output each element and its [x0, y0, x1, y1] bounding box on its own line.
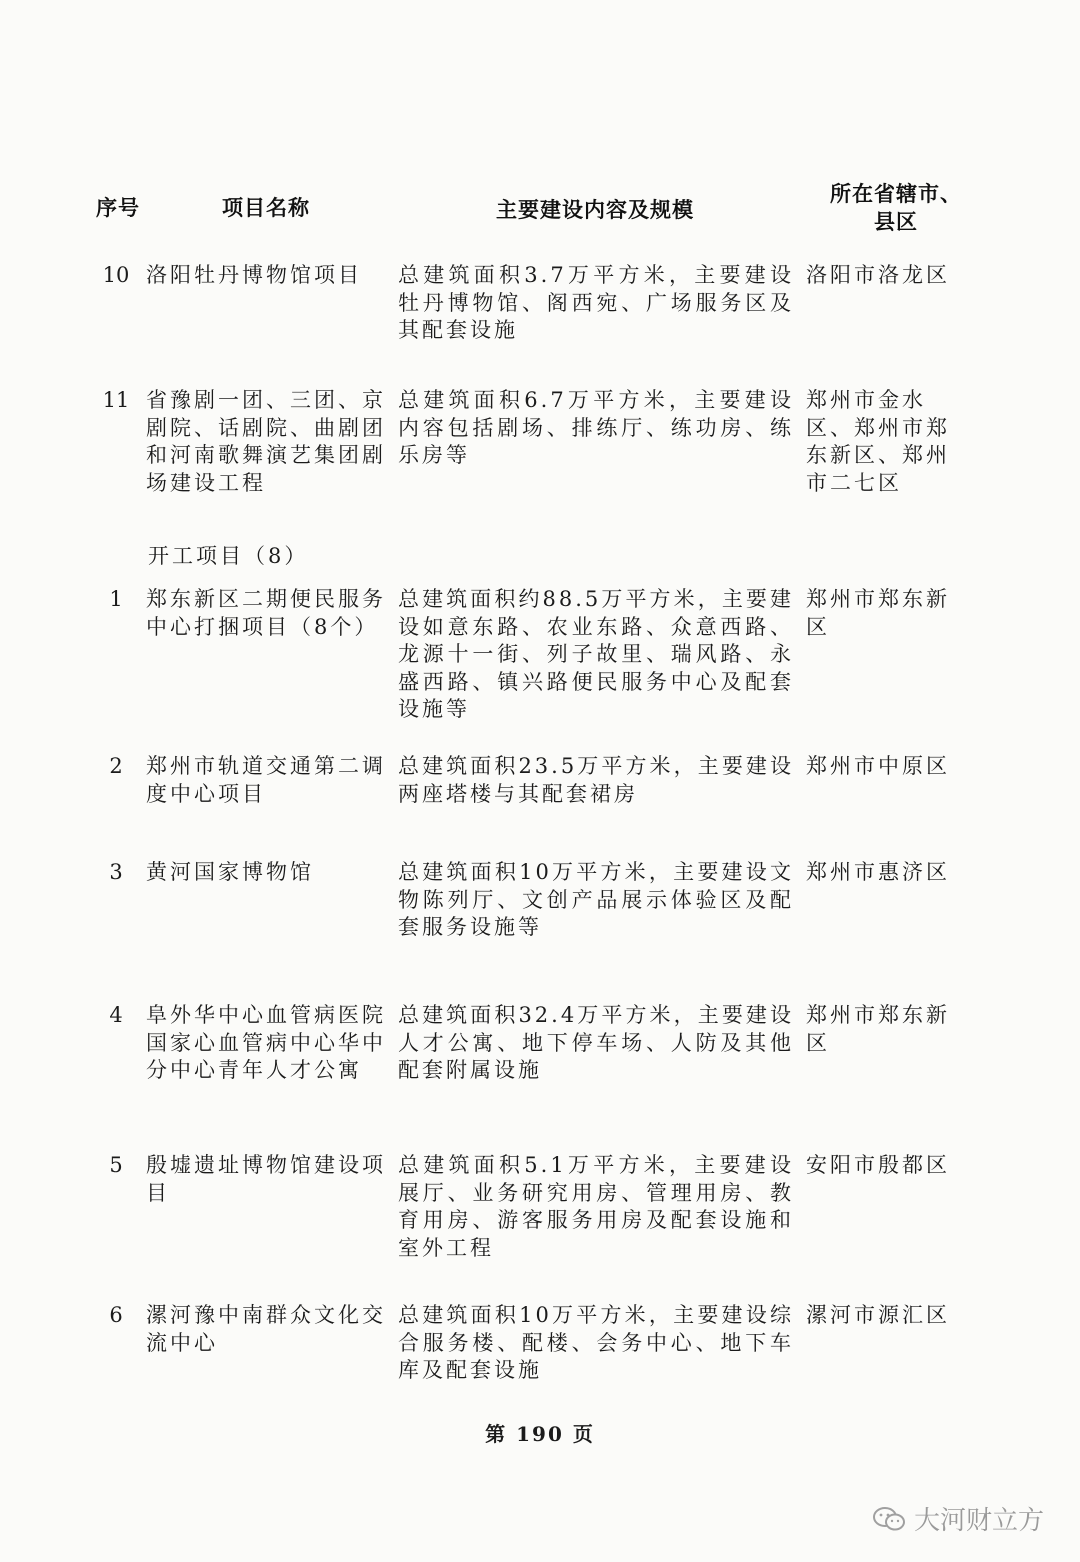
row-number: 5: [109, 1153, 123, 1177]
row-region: 郑州市郑东新区: [806, 587, 950, 639]
row-region: 郑州市金水区、郑州市郑东新区、郑州市二七区: [806, 388, 950, 495]
header-serial-number: 序号: [96, 196, 140, 220]
row-content: 总建筑面积32.4万平方米，主要建设人才公寓、地下停车场、人防及其他配套附属设施: [398, 1003, 794, 1082]
row-number: 10: [102, 263, 130, 287]
row-region: 洛阳市洛龙区: [806, 263, 950, 287]
header-region-line1: 所在省辖市、: [830, 182, 962, 206]
row-region: 郑州市中原区: [806, 754, 950, 778]
row-content: 总建筑面积6.7万平方米，主要建设内容包括剧场、排练厅、练功房、练乐房等: [398, 388, 794, 467]
header-construction-content: 主要建设内容及规模: [496, 198, 694, 222]
row-content: 总建筑面积约88.5万平方米，主要建设如意东路、农业东路、众意西路、龙源十一街、列子故里、瑞风路、永盛西路、镇兴路便民服务中心及配套设施等: [398, 587, 794, 721]
row-region: 郑州市郑东新区: [806, 1003, 950, 1055]
row-region: 漯河市源汇区: [806, 1303, 950, 1327]
header-region-line2: 县区: [874, 210, 918, 234]
row-content: 总建筑面积10万平方米，主要建设文物陈列厅、文创产品展示体验区及配套服务设施等: [398, 860, 794, 939]
header-project-name: 项目名称: [222, 196, 310, 220]
row-number: 4: [109, 1003, 123, 1027]
row-region: 安阳市殷都区: [806, 1153, 950, 1177]
row-project-name: 殷墟遗址博物馆建设项目: [146, 1153, 386, 1205]
row-project-name: 黄河国家博物馆: [146, 860, 314, 884]
wechat-icon: [872, 1506, 906, 1532]
row-number: 2: [109, 754, 123, 778]
row-region: 郑州市惠济区: [806, 860, 950, 884]
header-region: [827, 180, 965, 236]
row-project-name: 郑东新区二期便民服务中心打捆项目（8个）: [146, 587, 386, 639]
row-number: 1: [109, 587, 123, 611]
page-number: 第 190 页: [485, 1422, 595, 1446]
watermark: [872, 1500, 1044, 1537]
section-title: 开工项目（8）: [148, 544, 309, 568]
row-content: 总建筑面积5.1万平方米，主要建设展厅、业务研究用房、管理用房、教育用房、游客服务用房及配套设施和室外工程: [398, 1153, 794, 1260]
watermark-text: 大河财立方: [913, 1506, 1044, 1536]
row-project-name: 洛阳牡丹博物馆项目: [146, 263, 362, 287]
row-content: 总建筑面积3.7万平方米，主要建设牡丹博物馆、阁西宛、广场服务区及其配套设施: [398, 263, 794, 342]
row-project-name: 省豫剧一团、三团、京剧院、话剧院、曲剧团和河南歌舞演艺集团剧场建设工程: [146, 388, 386, 495]
row-number: 6: [109, 1303, 123, 1327]
row-number: 11: [102, 388, 130, 412]
row-content: 总建筑面积10万平方米，主要建设综合服务楼、配楼、会务中心、地下车库及配套设施: [398, 1303, 794, 1382]
row-project-name: 阜外华中心血管病医院国家心血管病中心华中分中心青年人才公寓: [146, 1003, 386, 1082]
row-number: 3: [109, 860, 123, 884]
row-project-name: 漯河豫中南群众文化交流中心: [146, 1303, 386, 1355]
row-content: 总建筑面积23.5万平方米，主要建设两座塔楼与其配套裙房: [398, 754, 794, 806]
row-project-name: 郑州市轨道交通第二调度中心项目: [146, 754, 386, 806]
